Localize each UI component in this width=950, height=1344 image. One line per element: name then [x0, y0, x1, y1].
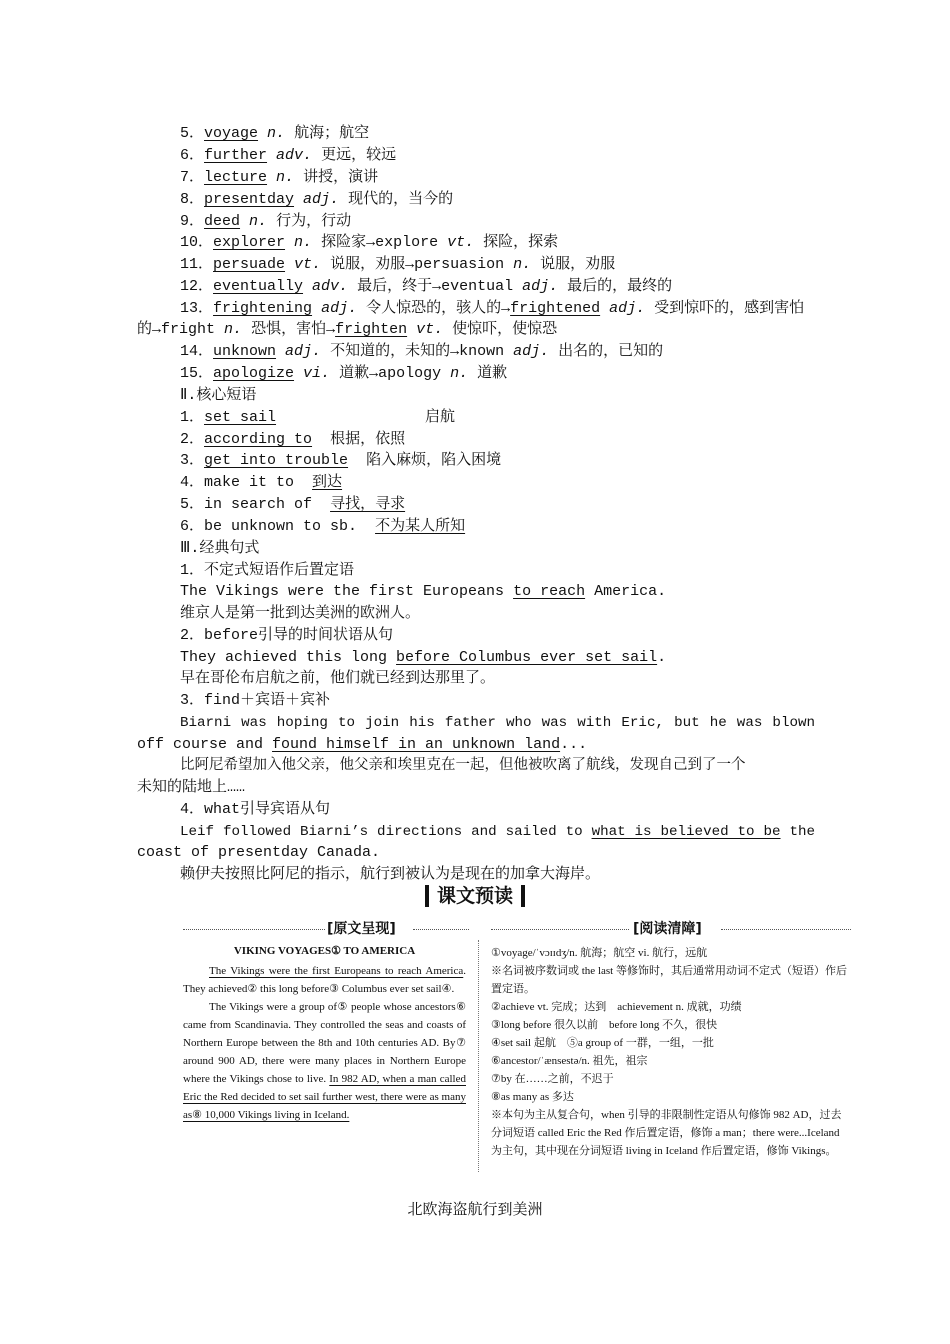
vocab-item — [180, 189, 453, 211]
part-of-speech: vt. — [447, 234, 475, 251]
example-english — [180, 647, 666, 669]
definition: 使惊吓，使惊恐 — [452, 321, 558, 338]
part-of-speech: adv. — [276, 147, 313, 164]
sentence-key: to reach — [513, 583, 586, 600]
item-number: 13． — [180, 300, 214, 317]
article-paragraph — [183, 998, 466, 1124]
part-of-speech: n. — [513, 256, 532, 273]
phrase-item — [180, 472, 342, 494]
vocab-word: eventually — [213, 278, 304, 295]
definition: 道歉 — [477, 365, 508, 382]
part-of-speech: vt. — [294, 256, 322, 273]
example-english: Biarni was hoping to join his father who was with Eric, but he was blown — [180, 715, 815, 731]
sentence-text: They achieved this long — [180, 649, 397, 666]
preview-heading — [0, 885, 950, 907]
article-title: VIKING VOYAGES① TO AMERICA — [233, 945, 416, 957]
part-of-speech: adv. — [312, 278, 349, 295]
definition: 最后，终于→eventual — [357, 278, 514, 295]
article-paragraph — [183, 962, 466, 998]
vocab-word: frightening — [213, 300, 313, 317]
definition: 不知道的，未知的→known — [330, 343, 505, 360]
column-divider — [478, 940, 479, 1172]
sentence-text: off course and — [137, 736, 273, 753]
translation-caption: 北欧海盗航行到美洲 — [407, 1200, 543, 1218]
divider — [491, 929, 629, 930]
item-number: 7． — [180, 169, 205, 186]
section-title: Ⅲ.经典句式 — [180, 540, 260, 557]
definition: 探险，探索 — [483, 234, 559, 251]
example-chinese: 比阿尼希望加入他父亲，他父亲和埃里克在一起，但他被吹离了航线，发现自己到了一个 — [180, 758, 746, 774]
example-chinese-continued: 未知的陆地上…… — [137, 779, 246, 796]
vocab-item — [180, 341, 663, 363]
vocab-word: apologize — [213, 365, 295, 382]
part-of-speech: n. — [249, 213, 268, 230]
definition: 受到惊吓的，感到害怕 — [654, 300, 805, 317]
item-number: 6． — [180, 518, 205, 535]
definition: 航海；航空 — [294, 125, 370, 142]
vocab-item — [180, 145, 396, 167]
key-sentence: The Vikings were the first Europeans to reach America — [209, 965, 464, 977]
vocab-item — [180, 211, 351, 233]
part-of-speech: adj. — [609, 300, 646, 317]
phrase: be unknown to sb. — [204, 518, 358, 535]
phrase-meaning: 启航 — [425, 409, 456, 426]
note-item: ②achieve vt. 完成；达到 achievement n. 成就，功绩 — [491, 1001, 742, 1013]
sentence-key: found himself in an unknown land — [272, 736, 561, 753]
definition: 最后的，最终的 — [567, 278, 673, 295]
example-english-continued — [137, 734, 587, 756]
reading-notes-title: [阅读清障] — [633, 921, 702, 937]
example-chinese: 维京人是第一批到达美洲的欧洲人。 — [180, 605, 421, 622]
part-of-speech: n. — [276, 169, 295, 186]
part-of-speech: adj. — [321, 300, 358, 317]
sentence-text: America. — [585, 583, 667, 600]
pattern-label: 4．what引导宾语从句 — [180, 801, 331, 818]
sentence-key: what is believed to be — [591, 824, 781, 840]
part-of-speech: adj. — [303, 191, 340, 208]
section-title: Ⅱ.核心短语 — [180, 387, 257, 404]
definition: 讲授，演讲 — [303, 169, 379, 186]
note-item: ①voyage/ˈvɔɪɪdʒ/n. 航海；航空 vi. 航行，远航 — [491, 947, 708, 959]
example-english-continued: coast of presentday Canada. — [137, 844, 381, 861]
sentence-text: . — [657, 649, 667, 666]
note-item: ④set sail 起航 ⑤a group of 一群，一组，一批 — [491, 1037, 714, 1049]
definition: 道歉→apology — [339, 365, 442, 382]
part-of-speech: adj. — [513, 343, 550, 360]
sentence-text: ... — [560, 736, 588, 753]
vocab-word: voyage — [204, 125, 259, 142]
phrase-item — [180, 516, 465, 538]
example-english — [180, 821, 815, 843]
vocab-word: frighten — [335, 321, 408, 338]
part-of-speech: n. — [267, 125, 286, 142]
item-number: 8． — [180, 191, 205, 208]
original-text-title: [原文呈现] — [327, 921, 396, 937]
definition: 出名的，已知的 — [558, 343, 664, 360]
item-number: 5． — [180, 125, 205, 142]
sentence-key: before Columbus ever set sail — [396, 649, 658, 666]
item-number: 14． — [180, 343, 214, 360]
phrase-item — [180, 429, 405, 451]
phrase-meaning: 不为某人所知 — [375, 518, 466, 535]
key-sentence: In 982 AD, when a man called Eric the Red decided to set sail further west, there were as many as⑧ 10,000 Vikings living in Iceland. — [183, 1073, 466, 1121]
example-chinese: 早在哥伦布启航之前，他们就已经到达那里了。 — [180, 670, 496, 687]
item-number: 1． — [180, 409, 205, 426]
definition: 说服，劝服→persuasion — [330, 256, 505, 273]
item-number: 3． — [180, 452, 205, 469]
phrase-item — [180, 450, 501, 472]
vocab-word: deed — [204, 213, 241, 230]
vocab-item — [180, 123, 369, 145]
definition: 的→fright — [137, 321, 216, 338]
sentence-text: Leif followed Biarni’s directions and sailed to — [180, 824, 592, 840]
paragraph-text: The Vikings were a group of⑤ people whose ancestors⑥ came from Scandinavia. They controlled the seas and coasts of Northern Europe between the 8th and 10th centuries AD. By⑦ around 900 AD, there were many places in Northern Europe where the Vikings chose to live. — [183, 1001, 466, 1085]
phrase: make it to — [204, 474, 295, 491]
definition: 现代的，当今的 — [348, 191, 454, 208]
vocab-word: unknown — [213, 343, 277, 360]
item-number: 2． — [180, 431, 205, 448]
pattern-label: 3．find＋宾语＋宾补 — [180, 692, 331, 709]
vocab-item — [180, 254, 615, 276]
part-of-speech: vi. — [303, 365, 331, 382]
definition: 行为，行动 — [276, 213, 352, 230]
note-item: ※本句为主从复合句，when 引导的非限制性定语从句修饰 982 AD，过去分词短语 called Eric the Red 作后置定语，修饰 a man；there were...Iceland 为主句，其中现在分词短语 living in Iceland 作后置定语，修饰 Vikings。 — [491, 1109, 842, 1157]
definition: 探险家→explore — [321, 234, 439, 251]
vocab-item — [180, 363, 507, 385]
phrase-meaning: 根据，依照 — [330, 431, 406, 448]
divider — [413, 929, 469, 930]
definition: 恐惧，害怕→ — [251, 321, 336, 338]
item-number: 9． — [180, 213, 205, 230]
vocab-item — [180, 276, 672, 298]
item-number: 10． — [180, 234, 214, 251]
phrase: in search of — [204, 496, 313, 513]
vocab-word: frightened — [510, 300, 601, 317]
example-english — [180, 581, 666, 603]
item-number: 15． — [180, 365, 214, 382]
divider — [183, 929, 325, 930]
definition: 更远，较远 — [321, 147, 397, 164]
phrase-item — [180, 407, 276, 429]
phrase-meaning: 寻找，寻求 — [330, 496, 406, 513]
divider — [721, 929, 851, 930]
part-of-speech: adj. — [522, 278, 559, 295]
pattern-label: 2．before引导的时间状语从句 — [180, 627, 394, 644]
phrase: according to — [204, 431, 313, 448]
item-number: 5． — [180, 496, 205, 513]
definition: 令人惊恐的，骇人的→ — [366, 300, 511, 317]
note-item: ※名词被序数词或 the last 等修饰时，其后通常用动词不定式（短语）作后置定语。 — [491, 965, 847, 995]
phrase: set sail — [204, 409, 277, 426]
vocab-word: further — [204, 147, 268, 164]
article — [183, 942, 466, 1124]
pattern-label: 1．不定式短语作后置定语 — [180, 562, 355, 579]
vocab-word: explorer — [213, 234, 286, 251]
reading-notes — [491, 944, 851, 1160]
part-of-speech: adj. — [285, 343, 322, 360]
vocab-item — [180, 232, 558, 254]
definition: 说服，劝服 — [540, 256, 616, 273]
item-number: 11． — [180, 256, 214, 273]
vocab-word: persuade — [213, 256, 286, 273]
vocab-item — [180, 298, 804, 320]
preview-heading-text: 课文预读 — [425, 885, 525, 907]
paragraph-text: . They achieved② this long before③ Columbus ever set sail④. — [183, 965, 466, 995]
vocab-item-continued — [137, 319, 557, 341]
item-number: 6． — [180, 147, 205, 164]
item-number: 4． — [180, 474, 205, 491]
part-of-speech: n. — [450, 365, 469, 382]
phrase-meaning: 陷入麻烦，陷入困境 — [366, 452, 502, 469]
note-item: ⑧as many as 多达 — [491, 1091, 574, 1103]
sentence-text: the — [780, 824, 815, 840]
phrase-meaning: 到达 — [312, 474, 343, 491]
note-item: ⑦by 在……之前，不迟于 — [491, 1073, 614, 1085]
sentence-text: The Vikings were the first Europeans — [180, 583, 514, 600]
vocab-word: presentday — [204, 191, 295, 208]
example-chinese: 赖伊夫按照比阿尼的指示，航行到被认为是现在的加拿大海岸。 — [180, 866, 601, 883]
note-item: ③long before 很久以前 before long 不久，很快 — [491, 1019, 718, 1031]
vocab-word: lecture — [204, 169, 268, 186]
vocab-item — [180, 167, 378, 189]
phrase: get into trouble — [204, 452, 349, 469]
part-of-speech: vt. — [416, 321, 444, 338]
item-number: 12． — [180, 278, 214, 295]
note-item: ⑥ancestor/ˈænsestə/n. 祖先，祖宗 — [491, 1055, 648, 1067]
part-of-speech: n. — [294, 234, 313, 251]
part-of-speech: n. — [224, 321, 243, 338]
phrase-item — [180, 494, 405, 516]
